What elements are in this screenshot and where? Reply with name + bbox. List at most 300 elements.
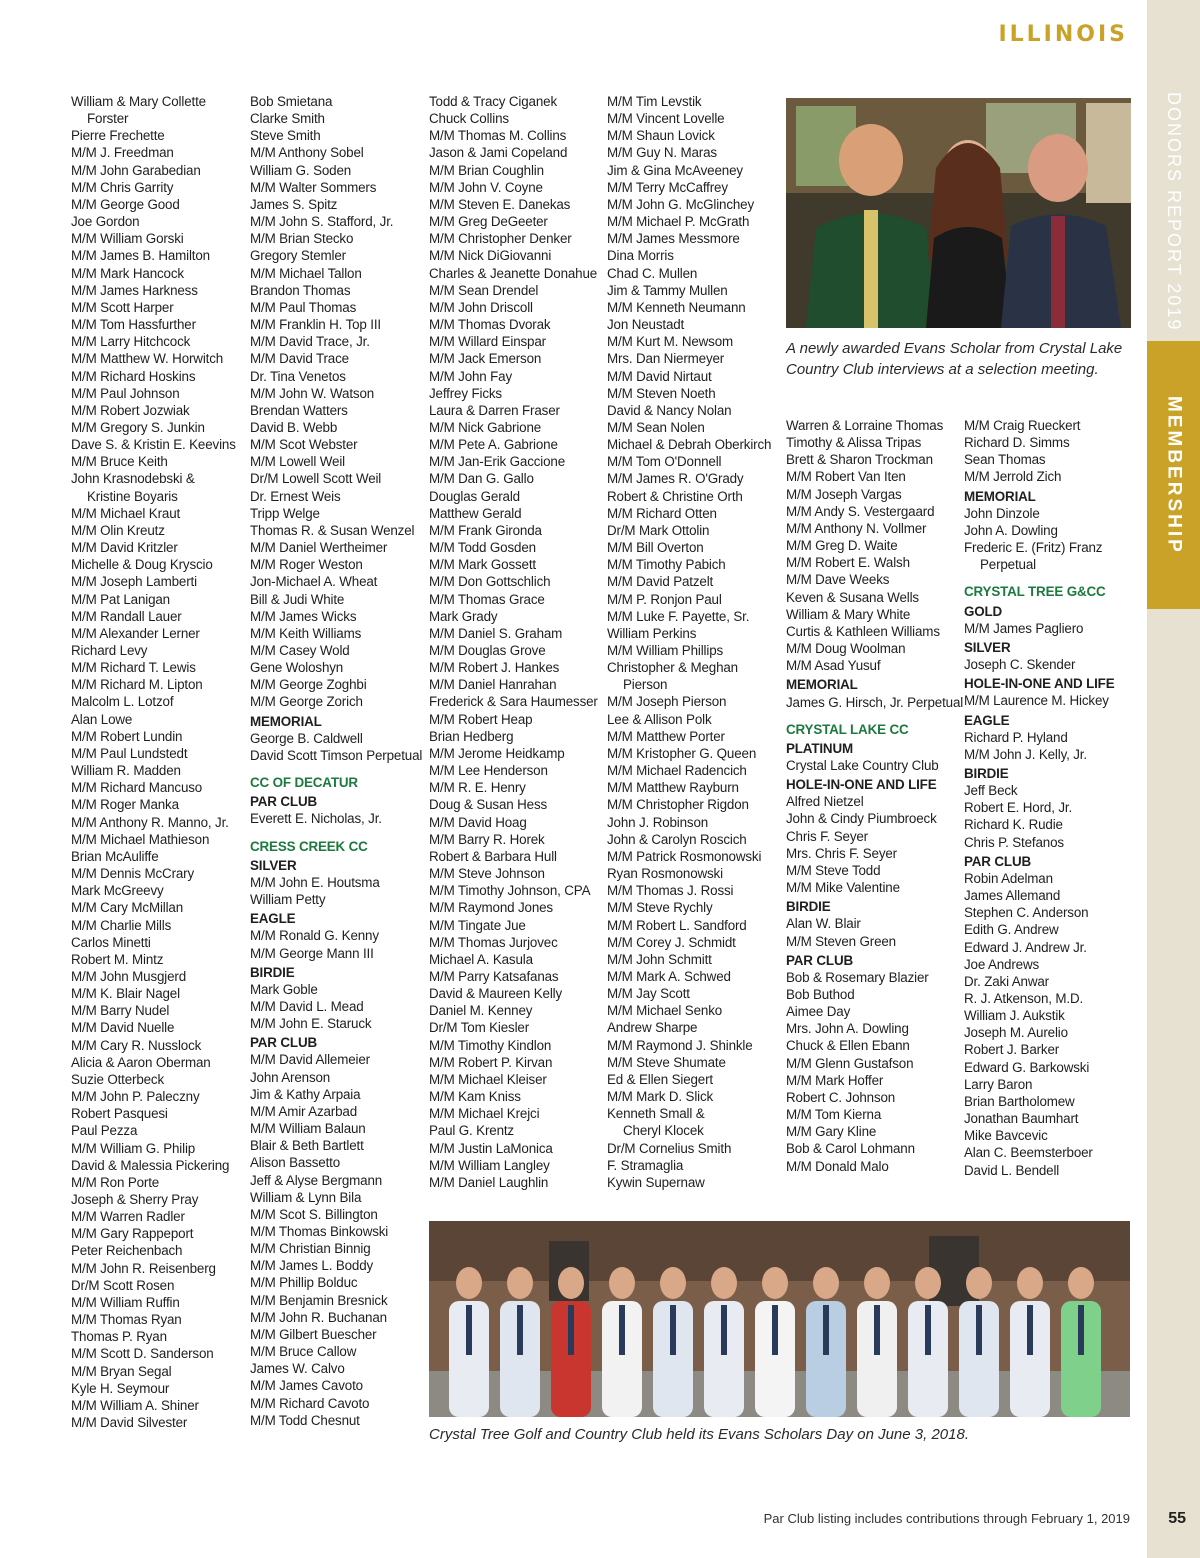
donor-name: James Allemand bbox=[964, 888, 1061, 904]
donor-name: Robert E. Hord, Jr. bbox=[964, 800, 1073, 816]
donor-name: M/M Roger Manka bbox=[71, 797, 179, 813]
donor-name: Carlos Minetti bbox=[71, 934, 151, 950]
donor-name: John Arenson bbox=[250, 1069, 331, 1085]
donor-name: M/M Tom Hassfurther bbox=[71, 317, 196, 333]
donor-name: Mark Grady bbox=[429, 608, 498, 624]
donor-name: Bob & Carol Lohmann bbox=[786, 1141, 915, 1157]
donor-name: M/M Charlie Mills bbox=[71, 917, 172, 933]
club-heading: CRYSTAL TREE G&CC bbox=[964, 584, 1106, 600]
donor-name: M/M Robert J. Hankes bbox=[429, 660, 560, 676]
donor-name: M/M David Patzelt bbox=[607, 574, 714, 590]
donor-name: M/M Kam Kniss bbox=[429, 1089, 521, 1105]
donor-name: M/M Michael P. McGrath bbox=[607, 214, 750, 230]
donor-name: M/M Steve Rychly bbox=[607, 900, 713, 916]
donor-name: M/M Steven E. Danekas bbox=[429, 196, 571, 212]
donor-name: M/M Glenn Gustafson bbox=[786, 1055, 914, 1071]
donor-name: M/M K. Blair Nagel bbox=[71, 986, 180, 1002]
donor-name: M/M Jay Scott bbox=[607, 986, 690, 1002]
donor-name: Joe Andrews bbox=[964, 956, 1040, 972]
donor-name: Pierson bbox=[623, 677, 668, 693]
donor-name: Jason & Jami Copeland bbox=[429, 145, 568, 161]
donor-name: M/M Pat Lanigan bbox=[71, 591, 170, 607]
donor-name: M/M George Mann III bbox=[250, 945, 374, 961]
donor-name: M/M Luke F. Payette, Sr. bbox=[607, 608, 750, 624]
donor-name: M/M Sean Drendel bbox=[429, 282, 539, 298]
donor-name: M/M Ron Porte bbox=[71, 1174, 160, 1190]
donor-name: M/M Thomas Binkowski bbox=[250, 1224, 389, 1239]
club-heading: CRESS CREEK CC bbox=[250, 838, 368, 854]
donor-name: M/M Robert Van Iten bbox=[786, 469, 906, 485]
donor-name: M/M Laurence M. Hickey bbox=[964, 693, 1109, 709]
donor-name: Tripp Welge bbox=[250, 505, 320, 521]
donor-name: M/M George Zoghbi bbox=[250, 677, 367, 693]
level-heading: SILVER bbox=[964, 639, 1011, 655]
donor-name: M/M Gary Kline bbox=[786, 1124, 877, 1140]
donor-name: David Scott Timson Perpetual bbox=[250, 747, 423, 763]
donor-name: David & Malessia Pickering bbox=[71, 1157, 230, 1173]
donor-name: M/M Robert E. Walsh bbox=[786, 555, 910, 571]
donor-name: M/M Thomas Jurjovec bbox=[429, 934, 558, 950]
donor-name: Perpetual bbox=[980, 557, 1036, 573]
donor-name: Michael A. Kasula bbox=[429, 951, 533, 967]
donor-column-2 bbox=[250, 93, 422, 1429]
donor-name: Gene Woloshyn bbox=[250, 660, 344, 676]
level-heading: MEMORIAL bbox=[250, 713, 322, 729]
level-heading: PAR CLUB bbox=[250, 1035, 317, 1051]
donor-name: Ryan Rosmonowski bbox=[607, 866, 723, 882]
donor-name: M/M Thomas Dvorak bbox=[429, 317, 551, 333]
donor-name: William R. Madden bbox=[71, 763, 181, 779]
donor-name: M/M James L. Boddy bbox=[250, 1258, 374, 1274]
donor-name: M/M Kristopher G. Queen bbox=[607, 745, 757, 761]
donor-name: M/M Jan-Erik Gaccione bbox=[429, 454, 566, 470]
donor-name: Jon Neustadt bbox=[607, 317, 685, 333]
donor-name: M/M James Messmore bbox=[607, 231, 740, 247]
donor-name: M/M Brian Coughlin bbox=[429, 162, 544, 178]
donor-name: M/M Timothy Pabich bbox=[607, 557, 726, 573]
donor-name: M/M Raymond Jones bbox=[429, 900, 553, 916]
donor-name: M/M Dan G. Gallo bbox=[429, 471, 534, 487]
donor-name: Charles & Jeanette Donahue bbox=[429, 265, 598, 281]
donor-name: M/M Richard Cavoto bbox=[250, 1395, 370, 1411]
donor-name: M/M Richard T. Lewis bbox=[71, 660, 196, 676]
level-heading: PAR CLUB bbox=[786, 952, 853, 968]
donor-name: M/M James Pagliero bbox=[964, 620, 1084, 636]
donor-name: M/M Jerome Heidkamp bbox=[429, 745, 565, 761]
donor-name: M/M Cary R. Nusslock bbox=[71, 1037, 202, 1053]
donor-name: Brian Bartholomew bbox=[964, 1093, 1075, 1109]
donor-name: M/M Cary McMillan bbox=[71, 900, 184, 916]
donor-name: M/M Joseph Lamberti bbox=[71, 574, 197, 590]
donor-name: M/M Steve Shumate bbox=[607, 1054, 726, 1070]
donor-name: M/M Steven Green bbox=[786, 933, 896, 949]
donor-name: Crystal Lake Country Club bbox=[786, 757, 939, 773]
donor-name: Alison Bassetto bbox=[250, 1155, 341, 1171]
donor-name: Chuck & Ellen Ebann bbox=[786, 1038, 910, 1054]
donor-name: M/M Tingate Jue bbox=[429, 917, 526, 933]
donor-name: James G. Hirsch, Jr. Perpetual bbox=[786, 694, 964, 710]
donor-name: Joe Gordon bbox=[71, 214, 140, 230]
donor-name: Alfred Nietzel bbox=[786, 794, 864, 810]
donor-name: William Perkins bbox=[607, 625, 697, 641]
level-heading: EAGLE bbox=[964, 712, 1010, 728]
donor-name: M/M George Good bbox=[71, 196, 180, 212]
donor-name: Michelle & Doug Kryscio bbox=[71, 557, 213, 573]
donor-name: M/M Joseph Pierson bbox=[607, 694, 727, 710]
donor-column-3 bbox=[429, 93, 601, 1191]
donor-name: M/M John P. Paleczny bbox=[71, 1089, 200, 1105]
donor-name: M/M Daniel S. Graham bbox=[429, 625, 563, 641]
donor-name: M/M Lee Henderson bbox=[429, 763, 548, 779]
level-heading: PAR CLUB bbox=[964, 853, 1031, 869]
donor-name: M/M Willard Einspar bbox=[429, 334, 546, 350]
donor-name: M/M Olin Kreutz bbox=[71, 522, 165, 538]
donor-name: Everett E. Nicholas, Jr. bbox=[250, 811, 382, 827]
donor-name: M/M Justin LaMonica bbox=[429, 1140, 553, 1156]
donor-name: M/M Shaun Lovick bbox=[607, 128, 715, 144]
donor-name: Stephen C. Anderson bbox=[964, 905, 1089, 921]
donor-name: M/M Richard M. Lipton bbox=[71, 677, 203, 693]
donor-name: Jonathan Baumhart bbox=[964, 1111, 1079, 1127]
donor-name: M/M Paul Lundstedt bbox=[71, 745, 188, 761]
donor-name: Sean Thomas bbox=[964, 452, 1046, 468]
donor-name: M/M Tim Levstik bbox=[607, 94, 702, 109]
donor-column-5 bbox=[786, 417, 964, 1175]
donor-name: Larry Baron bbox=[964, 1076, 1033, 1092]
donor-name: Laura & Darren Fraser bbox=[429, 402, 560, 418]
donor-name: Thomas P. Ryan bbox=[71, 1329, 167, 1345]
donor-name: Dave S. & Kristin E. Keevins bbox=[71, 437, 236, 453]
donor-name: F. Stramaglia bbox=[607, 1157, 684, 1173]
donor-name: Chris P. Stefanos bbox=[964, 834, 1064, 850]
donor-name: M/M Jerrold Zich bbox=[964, 469, 1062, 485]
donor-name: M/M P. Ronjon Paul bbox=[607, 591, 722, 607]
photo-scholar-interview bbox=[786, 98, 1131, 328]
donor-name: Michael & Debrah Oberkirch bbox=[607, 437, 772, 453]
donor-name: M/M John E. Staruck bbox=[250, 1016, 372, 1032]
donor-name: Richard Levy bbox=[71, 643, 148, 658]
donor-name: Dr. Tina Venetos bbox=[250, 368, 346, 384]
donor-name: M/M Michael Radencich bbox=[607, 763, 747, 779]
donor-name: M/M Michael Kleiser bbox=[429, 1071, 547, 1087]
donor-name: M/M Robert Heap bbox=[429, 711, 533, 727]
donor-name: M/M David Kritzler bbox=[71, 540, 178, 556]
donor-name: M/M Andy S. Vestergaard bbox=[786, 503, 935, 519]
donor-name: M/M Richard Otten bbox=[607, 505, 717, 521]
donor-name: Bill & Judi White bbox=[250, 591, 345, 607]
donor-name: Clarke Smith bbox=[250, 111, 325, 127]
donor-name: M/M Lowell Weil bbox=[250, 454, 345, 470]
donor-name: Bob Buthod bbox=[786, 987, 855, 1002]
donor-name: M/M Christopher Denker bbox=[429, 231, 572, 247]
donor-name: Brian Hedberg bbox=[429, 728, 514, 744]
donor-name: M/M David Hoag bbox=[429, 814, 527, 830]
donor-name: Curtis & Kathleen Williams bbox=[786, 623, 940, 639]
donor-name: John A. Dowling bbox=[964, 522, 1058, 538]
donor-name: M/M Franklin H. Top III bbox=[250, 317, 381, 333]
donor-name: Dr/M Tom Kiesler bbox=[429, 1020, 530, 1036]
donor-name: M/M Bruce Callow bbox=[250, 1344, 357, 1360]
donor-name: Mrs. John A. Dowling bbox=[786, 1021, 909, 1037]
donor-name: M/M Greg D. Waite bbox=[786, 538, 898, 554]
club-heading: CRYSTAL LAKE CC bbox=[786, 721, 909, 737]
donor-name: M/M Roger Weston bbox=[250, 557, 363, 573]
donor-name: M/M Joseph Vargas bbox=[786, 486, 902, 502]
donor-name: Mike Bavcevic bbox=[964, 1128, 1048, 1144]
donor-name: M/M William Balaun bbox=[250, 1121, 366, 1137]
donor-name: M/M John J. Kelly, Jr. bbox=[964, 746, 1087, 762]
donor-name: Brendan Watters bbox=[250, 402, 348, 418]
donor-name: Jeff & Alyse Bergmann bbox=[250, 1172, 383, 1188]
donor-name: M/M Daniel Wertheimer bbox=[250, 540, 388, 556]
donor-name: James W. Calvo bbox=[250, 1361, 345, 1377]
donor-name: M/M Thomas Grace bbox=[429, 591, 545, 607]
level-heading: GOLD bbox=[964, 603, 1003, 619]
donor-name: Jon-Michael A. Wheat bbox=[250, 574, 378, 590]
donor-name: M/M Timothy Kindlon bbox=[429, 1037, 552, 1053]
donor-name: Blair & Beth Bartlett bbox=[250, 1138, 364, 1154]
donor-name: M/M Mike Valentine bbox=[786, 880, 900, 896]
donor-name: James S. Spitz bbox=[250, 196, 338, 212]
page-number: 55 bbox=[1168, 1510, 1186, 1527]
level-heading: PAR CLUB bbox=[250, 794, 317, 810]
donor-name: Richard D. Simms bbox=[964, 435, 1070, 451]
donor-name: M/M Corey J. Schmidt bbox=[607, 934, 736, 950]
donor-name: M/M James Wicks bbox=[250, 608, 357, 624]
photo-group-caption: Crystal Tree Golf and Country Club held its Evans Scholars Day on June 3, 2018. bbox=[429, 1426, 969, 1443]
donor-name: M/M Robert P. Kirvan bbox=[429, 1054, 553, 1070]
level-heading: SILVER bbox=[250, 857, 297, 873]
side-report-label: DONORS REPORT 2019 bbox=[1164, 92, 1184, 332]
donor-name: M/M Greg DeGeeter bbox=[429, 214, 548, 230]
donor-name: Jeff Beck bbox=[964, 783, 1018, 799]
donor-name: M/M R. E. Henry bbox=[429, 780, 526, 796]
donor-name: M/M John R. Buchanan bbox=[250, 1309, 387, 1325]
donor-name: William G. Soden bbox=[250, 162, 352, 178]
donor-name: M/M Phillip Bolduc bbox=[250, 1275, 358, 1291]
donor-name: M/M Amir Azarbad bbox=[250, 1103, 357, 1119]
donor-name: Mark McGreevy bbox=[71, 883, 164, 899]
donor-name: Robin Adelman bbox=[964, 870, 1053, 886]
donor-name: Gregory Stemler bbox=[250, 248, 346, 264]
donor-name: M/M John Driscoll bbox=[429, 299, 533, 315]
donor-name: M/M David Trace bbox=[250, 351, 349, 367]
donor-name: M/M Mark A. Schwed bbox=[607, 968, 731, 984]
donor-name: Alan Lowe bbox=[71, 711, 133, 727]
donor-name: M/M Patrick Rosmonowski bbox=[607, 848, 762, 864]
donor-name: David B. Webb bbox=[250, 419, 338, 435]
donor-name: M/M Thomas Ryan bbox=[71, 1312, 182, 1328]
donor-name: M/M Dennis McCrary bbox=[71, 866, 195, 882]
donor-name: William & Mary Collette bbox=[71, 94, 206, 109]
donor-name: Jim & Tammy Mullen bbox=[607, 282, 728, 298]
donor-name: Chad C. Mullen bbox=[607, 265, 698, 281]
donor-name: M/M Christian Binnig bbox=[250, 1241, 371, 1257]
donor-name: William & Lynn Bila bbox=[250, 1189, 362, 1205]
donor-name: Brandon Thomas bbox=[250, 282, 351, 298]
donor-name: M/M Michael Tallon bbox=[250, 265, 362, 281]
donor-name: M/M Benjamin Bresnick bbox=[250, 1292, 388, 1308]
donor-name: Joseph & Sherry Pray bbox=[71, 1192, 199, 1207]
donor-name: Mark Goble bbox=[250, 981, 318, 997]
donor-name: M/M Paul Thomas bbox=[250, 299, 357, 315]
donor-name: M/M Casey Wold bbox=[250, 643, 350, 658]
donor-name: Richard K. Rudie bbox=[964, 817, 1063, 833]
donor-name: William J. Aukstik bbox=[964, 1008, 1065, 1024]
donor-name: M/M Steve Johnson bbox=[429, 866, 545, 882]
photo-scholar-caption: A newly awarded Evans Scholar from Crystal Lake Country Club interviews at a selection meeting. bbox=[786, 340, 1123, 378]
donor-name: Timothy & Alissa Tripas bbox=[786, 435, 922, 451]
donor-name: M/M Scott Harper bbox=[71, 299, 174, 315]
donor-name: Robert M. Mintz bbox=[71, 951, 164, 967]
donor-name: M/M Christopher Rigdon bbox=[607, 797, 749, 813]
level-heading: HOLE-IN-ONE AND LIFE bbox=[786, 777, 937, 793]
donor-name: M/M John Schmitt bbox=[607, 951, 712, 967]
club-heading: CC OF DECATUR bbox=[250, 775, 358, 791]
donor-name: M/M Matthew W. Horwitch bbox=[71, 351, 224, 367]
donor-name: M/M David Allemeier bbox=[250, 1052, 370, 1068]
donor-name: Alan W. Blair bbox=[786, 916, 861, 932]
donor-name: William & Mary White bbox=[786, 606, 911, 622]
donor-name: M/M Steven Noeth bbox=[607, 385, 716, 401]
donor-name: Christopher & Meghan bbox=[607, 660, 738, 676]
donor-name: M/M Michael Senko bbox=[607, 1003, 723, 1019]
donor-name: M/M Chris Garrity bbox=[71, 179, 174, 195]
donor-name: Jeffrey Ficks bbox=[429, 385, 502, 401]
donor-name: Jim & Gina McAveeney bbox=[607, 162, 743, 178]
donor-name: Richard P. Hyland bbox=[964, 729, 1068, 745]
donor-name: M/M David Nirtaut bbox=[607, 368, 712, 384]
donor-name: M/M Timothy Johnson, CPA bbox=[429, 883, 591, 899]
donor-name: Frederic E. (Fritz) Franz bbox=[964, 540, 1103, 556]
level-heading: PLATINUM bbox=[786, 740, 853, 756]
donor-name: M/M James B. Hamilton bbox=[71, 248, 210, 264]
donor-name: Aimee Day bbox=[786, 1004, 851, 1020]
donor-column-6 bbox=[964, 417, 1136, 1179]
donor-name: Matthew Gerald bbox=[429, 505, 522, 521]
photo-scholars-day-group bbox=[429, 1221, 1130, 1417]
donor-name: M/M John Musgjerd bbox=[71, 968, 187, 984]
donor-name: David L. Bendell bbox=[964, 1162, 1060, 1178]
donor-name: M/M James Cavoto bbox=[250, 1378, 363, 1394]
donor-name: M/M Keith Williams bbox=[250, 625, 362, 641]
donor-name: M/M Scot S. Billington bbox=[250, 1206, 378, 1222]
donor-name: M/M Anthony R. Manno, Jr. bbox=[71, 814, 229, 830]
donor-name: M/M Robert Jozwiak bbox=[71, 402, 190, 418]
donor-name: Bob Smietana bbox=[250, 94, 333, 109]
donor-name: Pierre Frechette bbox=[71, 128, 165, 144]
donor-name: M/M Don Gottschlich bbox=[429, 574, 551, 590]
donor-name: M/M John Fay bbox=[429, 368, 513, 384]
donor-name: M/M Kenneth Neumann bbox=[607, 299, 746, 315]
donor-name: M/M Craig Rueckert bbox=[964, 418, 1081, 433]
donor-name: M/M Pete A. Gabrione bbox=[429, 437, 558, 453]
donor-name: Dr. Zaki Anwar bbox=[964, 973, 1049, 989]
donor-name: Robert J. Barker bbox=[964, 1042, 1060, 1058]
donor-name: Brett & Sharon Trockman bbox=[786, 452, 933, 468]
donor-name: Robert C. Johnson bbox=[786, 1089, 896, 1105]
donor-name: Mrs. Chris F. Seyer bbox=[786, 845, 897, 861]
donor-name: M/M Robert L. Sandford bbox=[607, 917, 747, 933]
donor-name: M/M Alexander Lerner bbox=[71, 625, 200, 641]
donor-name: Dr/M Scott Rosen bbox=[71, 1277, 175, 1293]
donor-name: Chuck Collins bbox=[429, 111, 509, 127]
donor-name: Lee & Allison Polk bbox=[607, 711, 712, 727]
donor-name: M/M James R. O'Grady bbox=[607, 471, 744, 487]
donor-name: M/M Nick Gabrione bbox=[429, 419, 542, 435]
donor-name: M/M Robert Lundin bbox=[71, 728, 183, 744]
donor-name: M/M Gary Rappeport bbox=[71, 1226, 194, 1242]
donor-name: M/M George Zorich bbox=[250, 694, 363, 710]
donor-name: M/M Scot Webster bbox=[250, 437, 358, 453]
donor-name: Kenneth Small & bbox=[607, 1106, 705, 1122]
donor-name: George B. Caldwell bbox=[250, 730, 363, 746]
donor-name: M/M Michael Mathieson bbox=[71, 831, 210, 847]
donor-name: Alan C. Beemsterboer bbox=[964, 1145, 1093, 1161]
donor-name: Thomas R. & Susan Wenzel bbox=[250, 522, 415, 538]
donor-name: M/M Asad Yusuf bbox=[786, 658, 881, 674]
level-heading: BIRDIE bbox=[786, 899, 831, 915]
donor-name: M/M John V. Coyne bbox=[429, 179, 543, 195]
donor-name: M/M Paul Johnson bbox=[71, 385, 180, 401]
donor-name: M/M John S. Stafford, Jr. bbox=[250, 214, 394, 230]
donor-name: Todd & Tracy Ciganek bbox=[429, 94, 557, 109]
donor-name: Dr. Ernest Weis bbox=[250, 488, 341, 504]
donor-name: M/M Mark D. Slick bbox=[607, 1089, 714, 1105]
donor-name: M/M Todd Gosden bbox=[429, 540, 536, 556]
donor-name: Joseph C. Skender bbox=[964, 657, 1076, 673]
state-title: ILLINOIS bbox=[998, 22, 1128, 47]
donor-name: Bob & Rosemary Blazier bbox=[786, 969, 929, 985]
donor-name: M/M John G. McGlinchey bbox=[607, 196, 755, 212]
donor-name: M/M Tom Kierna bbox=[786, 1107, 882, 1123]
donor-name: Joseph M. Aurelio bbox=[964, 1025, 1068, 1041]
donor-name: M/M Barry R. Horek bbox=[429, 831, 545, 847]
donor-name: M/M Raymond J. Shinkle bbox=[607, 1037, 753, 1053]
donor-name: M/M Anthony Sobel bbox=[250, 145, 364, 161]
side-section-tab: MEMBERSHIP bbox=[1147, 341, 1200, 609]
donor-name: M/M Douglas Grove bbox=[429, 643, 546, 658]
donor-name: M/M John E. Houtsma bbox=[250, 874, 380, 890]
donor-name: M/M Bruce Keith bbox=[71, 454, 168, 470]
donor-name: Andrew Sharpe bbox=[607, 1020, 698, 1036]
donor-name: M/M David Trace, Jr. bbox=[250, 334, 370, 350]
donor-column-4 bbox=[607, 93, 779, 1191]
donor-name: John & Carolyn Roscich bbox=[607, 831, 747, 847]
donor-name: Dina Morris bbox=[607, 248, 674, 264]
donor-name: M/M William Langley bbox=[429, 1157, 550, 1173]
donor-name: Alicia & Aaron Oberman bbox=[71, 1054, 211, 1070]
donor-name: M/M Richard Mancuso bbox=[71, 780, 203, 796]
donor-name: M/M J. Freedman bbox=[71, 145, 174, 161]
donor-name: R. J. Atkenson, M.D. bbox=[964, 991, 1084, 1006]
donor-name: Edith G. Andrew bbox=[964, 922, 1059, 938]
donor-name: M/M Matthew Rayburn bbox=[607, 780, 739, 796]
donor-name: M/M John R. Reisenberg bbox=[71, 1260, 216, 1276]
donor-name: William Petty bbox=[250, 892, 326, 908]
donor-name: M/M Richard Hoskins bbox=[71, 368, 196, 384]
donor-name: M/M Todd Chesnut bbox=[250, 1412, 360, 1428]
level-heading: MEMORIAL bbox=[786, 677, 858, 693]
donor-name: M/M Dave Weeks bbox=[786, 572, 890, 588]
donor-name: Robert Pasquesi bbox=[71, 1106, 168, 1122]
donor-name: Douglas Gerald bbox=[429, 488, 520, 504]
donor-name: M/M Guy N. Maras bbox=[607, 145, 717, 161]
footer-note: Par Club listing includes contributions through February 1, 2019 bbox=[763, 1511, 1130, 1526]
donor-name: M/M Michael Krejci bbox=[429, 1106, 540, 1122]
donor-name: M/M William A. Shiner bbox=[71, 1397, 199, 1413]
donor-name: M/M David Silvester bbox=[71, 1415, 188, 1431]
